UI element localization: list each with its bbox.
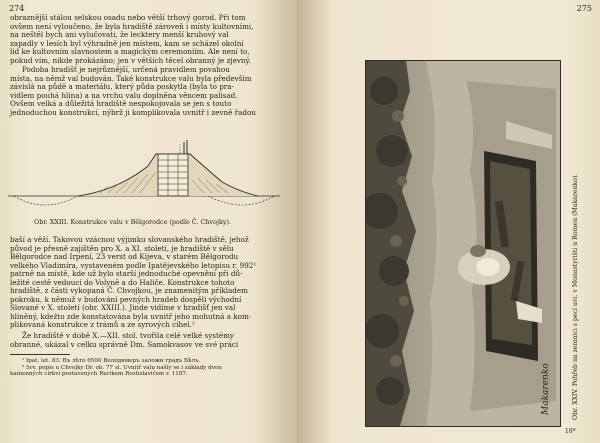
artist-signature: Makarenko	[541, 363, 551, 415]
paragraph-2: Podoba hradišť je nejrůznější, určená pravidlem povahou místa, na němž val budován. Také konstrukce valu byla především závislá na půdě a materiálu, který půda poskytla (byla to pra- vidlem pouhá hlína) a na vrchu valu doplněna věncem palisad. Ovšem velká a důležitá hradiště nespokojovala se jen s touto jednoduchou konstrukcí, nýbrž ji komplikovala uvnitř i zevně řadou	[10, 65, 256, 117]
right-page	[297, 0, 600, 443]
rampart-cross-section-figure	[8, 140, 280, 216]
page-number-left: 274	[9, 4, 25, 13]
excavation-photo	[366, 61, 560, 426]
page-number-right: 275	[576, 4, 592, 13]
signature-mark: 18*	[565, 428, 576, 435]
paragraph-4: Že hradiště v době X.—XII. stol. tvořila celé velké systémy obranné, ukázal v celku správně Dm. Samokvasov ve své práci	[10, 331, 239, 349]
excavation-photo-plate	[365, 60, 561, 427]
side-caption: Obr. XXIV. Pohřeb na zemnici s pecí uvi. v Monastyrišti u Romen (Makarenko).	[572, 173, 579, 420]
paragraph-3: baší a věží. Takovou vzácnou výjimku slovanského hradiště, jehož původ je přesně zajištěn pro X. a XI. století, je hradiště v sělu Bělgorodce nad Irpení, 23 verst od Kijeva, v starém Bělgorodu velkého Vladimíra, vystaveném podle Ipatějevského letopisu r. 992¹ patrně na místě, kde už bylo starší jednoduché opevnění při dů- ležité cestě vedoucí do Volyně a do Haliče. Konstrukce tohoto hradiště, z části vykopaná Č. Chvojkou, je znamenitým příkladem pokroku, k němuž v budování pevných hradeb dospěli východní Slované v X. století (obr. XXIII.). Jinde vidíme v hradišť jen val hliněný, kdežto zde konstatována byla uvnitř jeho mohutná a kom- plikovaná konstrukce z trámů a ze syrových cihel.²	[10, 235, 257, 330]
left-page	[0, 0, 297, 443]
footnote-rule	[10, 354, 70, 355]
figure-caption: Obr. XXIII. Konstrukce valu v Bělgorodce (podle Č. Chvojky).	[34, 218, 231, 226]
paragraph-1: obraznější stálou selskou osadu nebo větší trhový gorod. Při tom ovšem není vyloučeno, že byla hradiště zároveň i místy kultovními, na neštěl bych ani vylučovati, že lecktery menší kruhový val zapadly v lesích byl výhradně jen místem, kam se scházel okolní lid ke kultovním slavnostem a magickým ceremoniím. Ale není to, pokud vím, nikde prokázáno; jen v větších těcel obranný je zjevný.	[10, 13, 254, 65]
footnotes: ¹ Ipat. let. 83: Въ лѣто 6500 Володимеръ заложи градъ Бѣлъ. ² Srv. popis u Chvojky Dr. ob. 77 sl. Uvnitř valu našly se i základy dvou kamenných církví postavených Rurikem Rostislavičem r. 1187.	[10, 358, 222, 378]
